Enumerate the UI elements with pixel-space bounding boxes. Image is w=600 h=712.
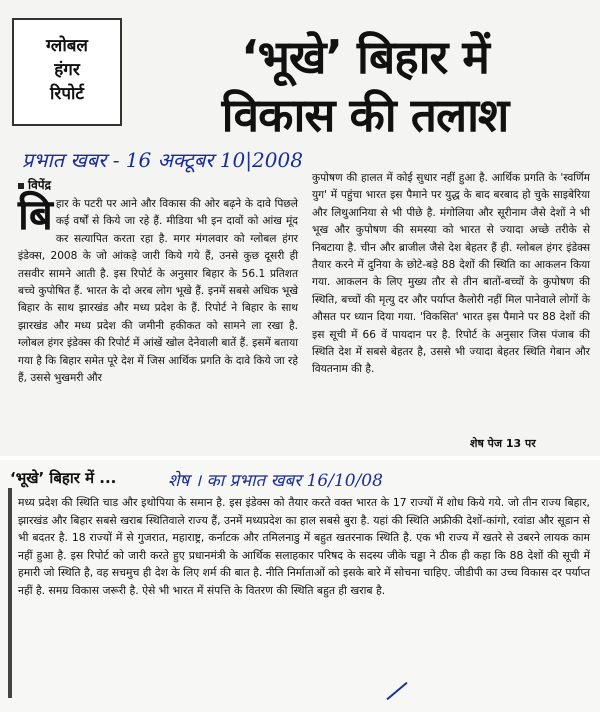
- report-tag: ग्लोबल हंगर रिपोर्ट: [46, 36, 88, 104]
- drop-cap: बि: [18, 190, 53, 239]
- report-tag-box: [12, 18, 122, 126]
- headline-line-2: विकास की तलाश: [221, 88, 509, 142]
- article-column-1-text: हार के पटरी पर आने और विकास की ओर बढ़ने के दावे पिछले कई वर्षों से किये जा रहे हैं. मीडिया भी इन दावों को आंख मूंद कर सत्यापित करता रहा है. मगर मंगलवार को ग्लोबल हंगर इंडेक्स, 2008 के जो आंकड़े जारी किये गये हैं, उनसे कुछ दूसरी ही तसवीर सामने आती है. इस रिपोर्ट के अनुसार बिहार के 56.1 प्रतिशत बच्चे कुपोषित हैं. भारत के दो अरब लोग भूखे हैं. इनमें सबसे अधिक भूखे बिहार के साथ झारखंड और मध्य प्रदेश के हैं. रिपोर्ट ने बिहार के साथ झारखंड और मध्य प्रदेश की जमीनी हकीकत को सामने ला रखा है. ग्लोबल हंगर इंडेक्स की रिपोर्ट में आंखें खोल देनेवाली बातें हैं. इसमें बताया गया है कि बिहार समेत पूरे देश में जिस आर्थिक प्रगति के दावे किये जा रहे हैं, उससे भुखमरी और: [18, 198, 298, 385]
- article-column-2: कुपोषण की हालत में कोई सुधार नहीं हुआ है. आर्थिक प्रगति के 'स्वर्णिम युग' में पहुंचा भारत इस पैमाने पर युद्ध के बाद बरबाद हो चुके साइबेरिया और लिथुआनिया से भी पीछे है. मंगोलिया और सूरीनाम जैसे देशों ने भी भूख और कुपोषण की समस्या को भारत से ज्यादा अच्छे तरीके से निबटाया है. चीन और ब्राजील जैसे देश बेहतर हैं ही. ग्लोबल हंगर इंडेक्स तैयार करने में दुनिया के छोटे-बड़े 88 देशों की स्थिति का आकलन किया गया. आकलन के लिए मुख्य तौर से तीन बातों-बच्चों के कुपोषण की स्थिति, बच्चों की मृत्यु दर और पर्याप्त कैलोरी नहीं मिल पानेवाले लोगों के औसत पर ध्यान दिया गया. 'विकसित' भारत इस पैमाने पर 88 देशों की इस सूची में 66 वें पायदान पर है. रिपोर्ट के अनुसार जिस पंजाब की स्थिति देश में सबसे बेहतर है, उससे भी ज्यादा बेहतर स्थिति गेबान और वियतनाम की है.: [312, 172, 590, 376]
- handwritten-source-note: प्रभात खबर - 16 अक्टूबर 10|2008: [22, 148, 303, 172]
- continuation-title: ‘भूखे’ बिहार में ...: [10, 469, 117, 487]
- continued-label: शेष पेज 13 पर: [470, 437, 536, 450]
- handwritten-continuation-note: शेष । का प्रभात खबर 16/10/08: [168, 471, 383, 491]
- article-column-1: [18, 190, 298, 387]
- continuation-bar: [8, 488, 12, 698]
- headline: [140, 28, 590, 144]
- byline-name: विपेंद्र: [28, 178, 51, 192]
- headline-line-1: ‘भूखे’ बिहार में: [241, 30, 489, 84]
- continuation-text: मध्य प्रदेश की स्थिति चाड और इथोपिया के समान है. इस इंडेक्स को तैयार करते वक्त भारत के 17 राज्यों में शोध किये गये. जो तीन राज्य बिहार, झारखंड और बिहार सबसे खराब स्थितिवाले राज्य हैं, उनमें मध्यप्रदेश का हाल सबसे बुरा है. यहां की स्थिति अफ्रीकी देशों-कांगो, रवांडा और सूडान से भी बदतर है. 18 राज्यों में से गुजरात, महाराष्ट्र, कर्नाटक और तमिलनाडु में बहुत खतरनाक स्थिति है. एक भी राज्य में खतरे से उबरने लायक काम नहीं हुआ है. इस रिपोर्ट को जारी करते हुए प्रधानमंत्री के आर्थिक सलाहकार परिषद के सदस्य जीके चड्ढा ने ठीक ही कहा कि 88 देशों की सूची में हमारी जो स्थिति है, वह सचमुच ही देश के लिए शर्म की बात है. नीति निर्माताओं को इसके बारे में सोचना चाहिए. जीडीपी का उच्च विकास दर पर्याप्त नहीं है. समग्र विकास जरूरी है. ऐसे भी भारत में संपत्ति के वितरण की स्थिति बहुत ही खराब है.: [18, 496, 590, 597]
- bullet-icon: [18, 183, 24, 189]
